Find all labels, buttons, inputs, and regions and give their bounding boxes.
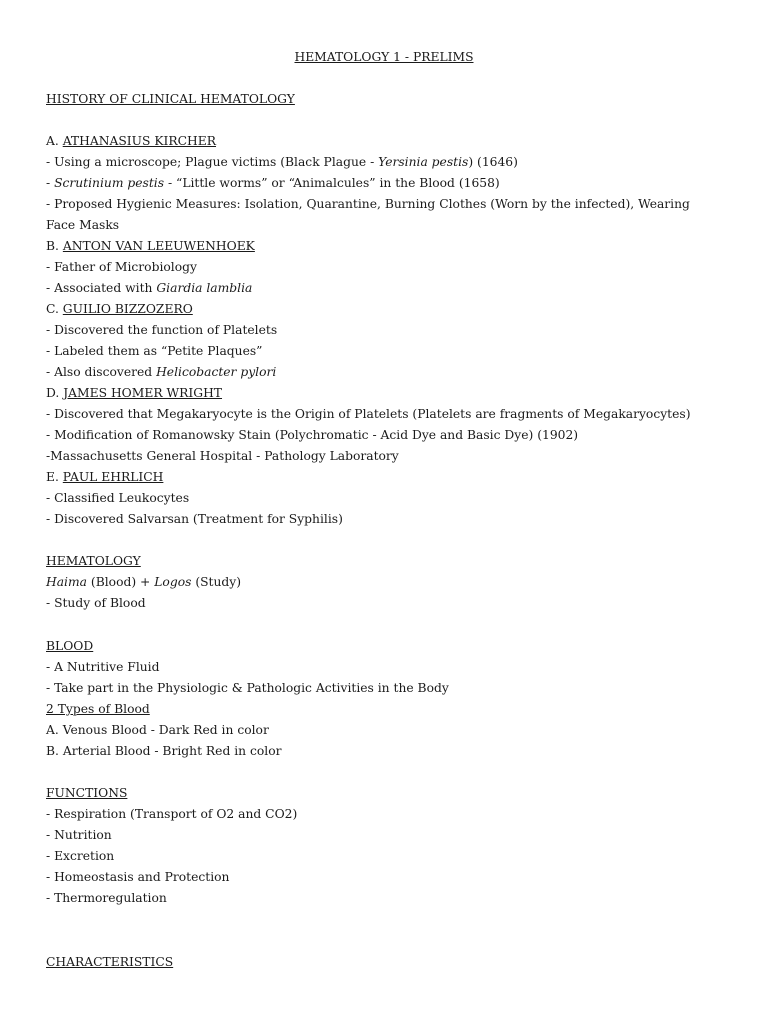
person-heading-leeuwenhoek: B. ANTON VAN LEEUWENHOEK	[46, 239, 255, 253]
bullet-bizzozero-3: - Also discovered Helicobacter pylori	[46, 365, 277, 379]
section-heading-characteristics: CHARACTERISTICS	[46, 955, 174, 969]
function-item: - Thermoregulation	[46, 891, 167, 905]
subheading-blood-types: 2 Types of Blood	[46, 702, 150, 716]
person-heading-wright: D. JAMES HOMER WRIGHT	[46, 386, 223, 400]
bullet-ehrlich-2: - Discovered Salvarsan (Treatment for Syphilis)	[46, 512, 343, 526]
bullet-kircher-2: - Scrutinium pestis - “Little worms” or “Animalcules” in the Blood (1658)	[46, 176, 500, 190]
bullet-wright-3: -Massachusetts General Hospital - Pathology Laboratory	[46, 449, 399, 463]
section-heading-blood: BLOOD	[46, 639, 94, 653]
bullet-bizzozero-1: - Discovered the function of Platelets	[46, 323, 278, 337]
section-heading-functions: FUNCTIONS	[46, 786, 128, 800]
blood-type-arterial: B. Arterial Blood - Bright Red in color	[46, 744, 282, 758]
bullet-kircher-1: - Using a microscope; Plague victims (Black Plague - Yersinia pestis) (1646)	[46, 155, 518, 169]
function-item: - Homeostasis and Protection	[46, 870, 230, 884]
bullet-blood-1: - A Nutritive Fluid	[46, 660, 160, 674]
bullet-kircher-3: - Proposed Hygienic Measures: Isolation, Quarantine, Burning Clothes (Worn by the infected), Wearing Face Masks	[46, 197, 690, 232]
bullet-bizzozero-2: - Labeled them as “Petite Plaques”	[46, 344, 263, 358]
bullet-wright-1: - Discovered that Megakaryocyte is the Origin of Platelets (Platelets are fragments of Megakaryocytes)	[46, 407, 691, 421]
blood-type-venous: A. Venous Blood - Dark Red in color	[46, 723, 269, 737]
etymology-line: Haima (Blood) + Logos (Study)	[46, 575, 242, 589]
person-heading-bizzozero: C. GUILIO BIZZOZERO	[46, 302, 193, 316]
bullet-blood-2: - Take part in the Physiologic & Pathologic Activities in the Body	[46, 681, 449, 695]
person-heading-ehrlich: E. PAUL EHRLICH	[46, 470, 164, 484]
section-heading-hematology: HEMATOLOGY	[46, 554, 141, 568]
bullet-wright-2: - Modification of Romanowsky Stain (Polychromatic - Acid Dye and Basic Dye) (1902)	[46, 428, 579, 442]
function-item: - Respiration (Transport of O2 and CO2)	[46, 807, 298, 821]
bullet-leeuwenhoek-1: - Father of Microbiology	[46, 260, 197, 274]
bullet-leeuwenhoek-2: - Associated with Giardia lamblia	[46, 281, 253, 295]
bullet-hematology-definition: - Study of Blood	[46, 596, 146, 610]
bullet-ehrlich-1: - Classified Leukocytes	[46, 491, 190, 505]
document-title: HEMATOLOGY 1 - PRELIMS	[294, 50, 474, 64]
person-heading-kircher: A. ATHANASIUS KIRCHER	[46, 134, 217, 148]
function-item: - Nutrition	[46, 828, 112, 842]
function-item: - Excretion	[46, 849, 115, 863]
section-heading-history: HISTORY OF CLINICAL HEMATOLOGY	[46, 92, 295, 106]
